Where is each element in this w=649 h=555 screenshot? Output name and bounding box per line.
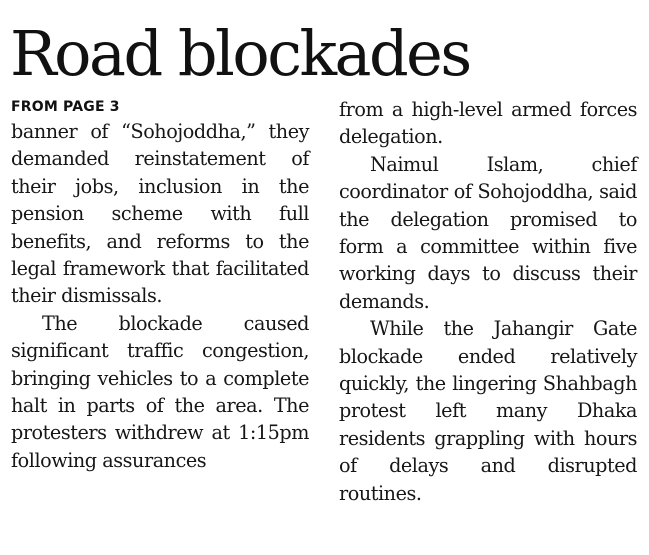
continued-from-kicker: FROM PAGE 3 [11,99,120,115]
paragraph: banner of “Sohojoddha,” they demanded reinstatement of their jobs, inclusion in the pension scheme with full benefits, and reforms to the legal framework that facilitated their dismissals. [11,120,309,308]
paragraph: from a high-level armed forces delegation. [339,98,637,149]
paragraph: While the Jahangir Gate blockade ended relatively quickly, the lingering Shahbagh protest left many Dhaka residents grappling with hours of delays and disrupted routines. [339,317,637,505]
article-column-right [339,96,637,507]
headline: Road blockades [10,17,470,90]
paragraph: Naimul Islam, chief coordinator of Sohojoddha, said the delegation promised to form a committee within five working days to discuss their demands. [339,152,637,313]
paragraph: The blockade caused significant traffic congestion, bringing vehicles to a complete halt in parts of the area. The protesters withdrew at 1:15pm following assurances [11,311,309,472]
article-column-left [11,96,309,474]
